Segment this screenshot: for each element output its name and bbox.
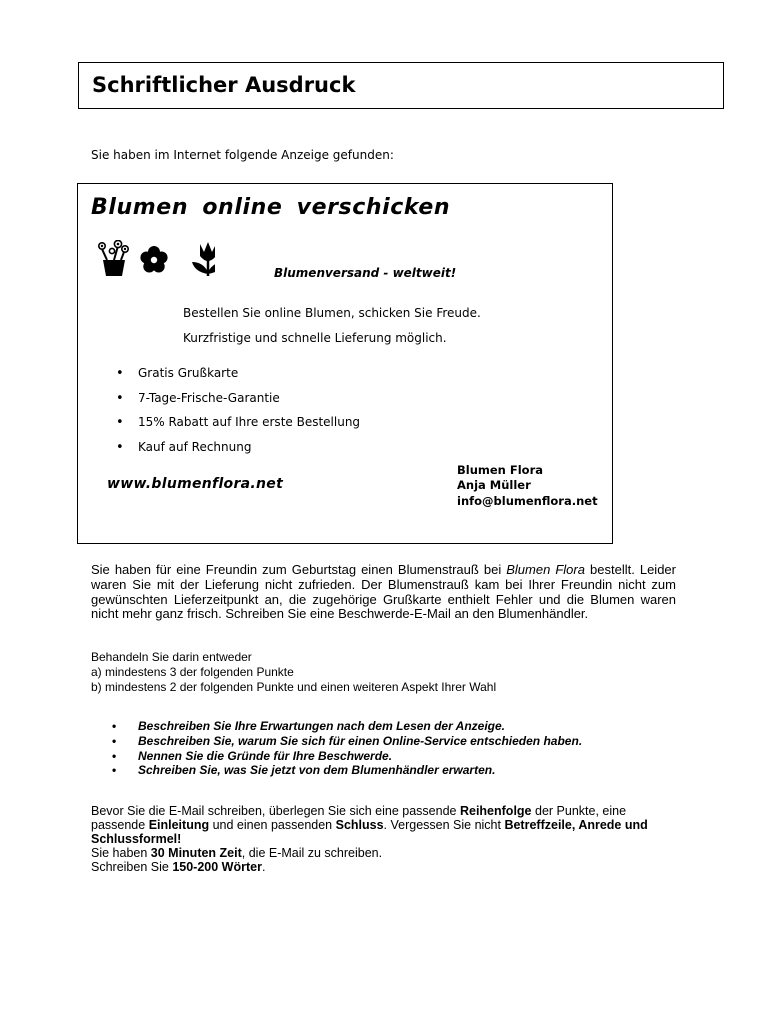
ad-website-url: www.blumenflora.net xyxy=(107,476,284,492)
task-point: • Schreiben Sie, was Sie jetzt von dem Blumenhändler erwarten. xyxy=(112,763,496,778)
word-count-instruction: Schreiben Sie 150-200 Wörter. xyxy=(91,860,266,874)
bullet-icon: • xyxy=(112,733,117,748)
page-title: Schriftlicher Ausdruck xyxy=(92,73,356,97)
ad-bullet-item: • Kauf auf Rechnung xyxy=(116,440,252,455)
bullet-icon: • xyxy=(112,748,117,763)
task-point: • Beschreiben Sie Ihre Erwartungen nach dem Lesen der Anzeige. xyxy=(112,719,505,733)
ad-bullet-item: • 7-Tage-Frische-Garantie xyxy=(116,391,280,406)
bullet-icon: • xyxy=(112,763,117,778)
blossom-icon xyxy=(140,246,167,273)
task-points-list xyxy=(112,719,582,778)
ad-text-line: Kurzfristige und schnelle Lieferung möglich. xyxy=(183,331,447,345)
shop-name: Blumen Flora xyxy=(506,562,585,577)
options-intro: Behandeln Sie darin entweder xyxy=(91,650,252,664)
bullet-icon: • xyxy=(116,415,124,430)
ad-text-line: Bestellen Sie online Blumen, schicken Sie Freude. xyxy=(183,306,481,320)
ad-bullet-item: • Gratis Grußkarte xyxy=(116,366,239,381)
structure-instruction: Bevor Sie die E-Mail schreiben, überlegen Sie sich eine passende Reihenfolge der Punkte, eine passende Einleitung und einen passenden Schluss. Vergessen Sie nicht Betreffzeile, Anrede und Schlussformel! xyxy=(91,804,648,846)
bullet-icon: • xyxy=(116,391,124,406)
task-options xyxy=(91,650,496,695)
advertisement-box xyxy=(77,183,613,544)
contact-email: info@blumenflora.net xyxy=(457,494,598,508)
option-b: b) mindestens 2 der folgenden Punkte und einen weiteren Aspekt Ihrer Wahl xyxy=(91,680,497,694)
intro-text: Sie haben im Internet folgende Anzeige gefunden: xyxy=(91,148,394,162)
option-a: a) mindestens 3 der folgenden Punkte xyxy=(91,665,294,679)
task-point: • Nennen Sie die Gründe für Ihre Beschwerde. xyxy=(112,748,393,763)
potted-flower-icon xyxy=(99,240,128,276)
task-description: Sie haben für eine Freundin zum Geburtstag einen Blumenstrauß bei Blumen Flora bestellt. Leider waren Sie mit der Lieferung nicht zufrieden. Der Blumenstrauß kam bei Ihrer Freundin nicht zum gewünschten Lieferzeitpunkt an, die zugehörige Grußkarte enthielt Fehler und die Blumen waren nicht mehr ganz frisch. Schreiben Sie eine Beschwerde-E-Mail an den Blumenhändler. xyxy=(91,562,676,622)
contact-company: Blumen Flora xyxy=(457,463,543,477)
task-point: • Beschreiben Sie, warum Sie sich für einen Online-Service entschieden haben. xyxy=(112,733,583,748)
final-instructions xyxy=(91,804,681,874)
bullet-icon: • xyxy=(116,366,124,381)
title-box xyxy=(78,62,724,109)
ad-headline: Blumen online verschicken xyxy=(91,195,451,220)
ad-flower-icons xyxy=(97,240,215,278)
time-instruction: Sie haben 30 Minuten Zeit, die E-Mail zu schreiben. xyxy=(91,846,383,860)
bullet-icon: • xyxy=(112,719,117,733)
ad-bullet-item: • 15% Rabatt auf Ihre erste Bestellung xyxy=(116,415,361,430)
tulip-icon xyxy=(192,242,215,276)
contact-person: Anja Müller xyxy=(457,478,531,492)
bullet-icon: • xyxy=(116,440,124,455)
ad-subtitle: Blumenversand - weltweit! xyxy=(274,266,457,280)
